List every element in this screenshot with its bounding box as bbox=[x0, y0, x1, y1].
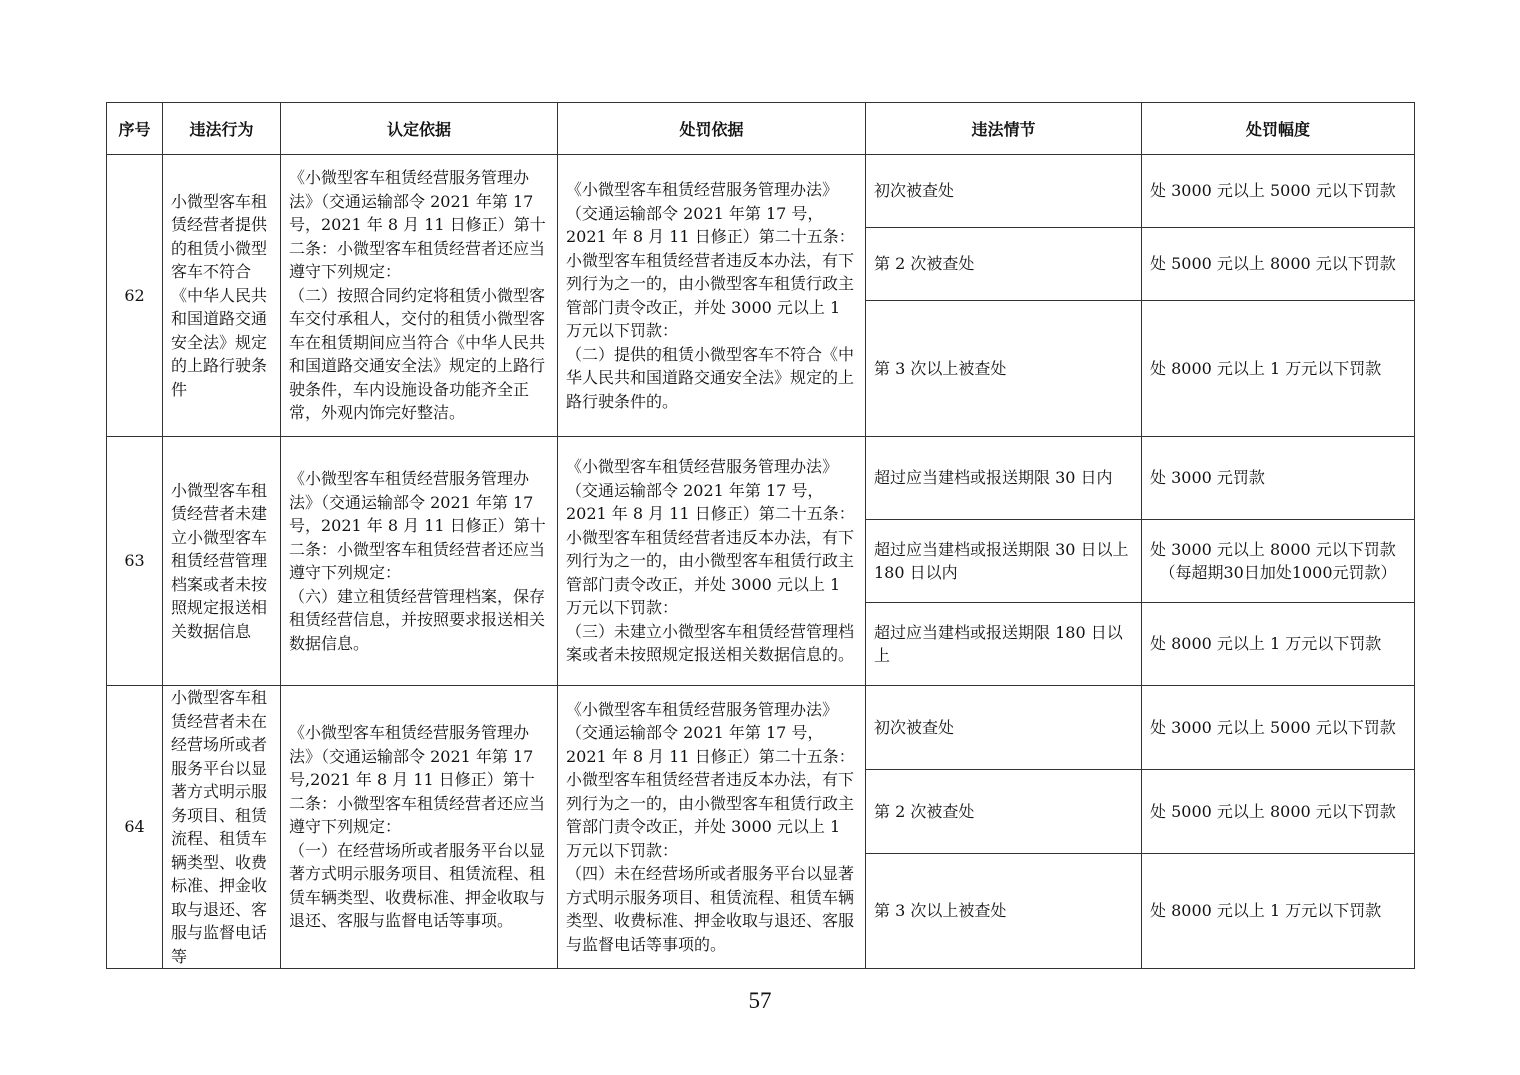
row-basis: 《小微型客车租赁经营服务管理办法》（交通运输部令 2021 年第 17 号,2021 年 8 月 11 日修正）第十二条：小微型客车租赁经营者还应当遵守下列规定： （一）在经营场所或者服务平台以显著方式明示服务项目、租赁流程、租赁车辆类型、收费标准、押金收取与退还、客服与监督电话等事项。 bbox=[281, 686, 558, 969]
row-circumstance: 初次被查处 bbox=[866, 686, 1142, 770]
table-row bbox=[107, 155, 1415, 228]
page-number: 57 bbox=[748, 988, 772, 1013]
header-behavior: 违法行为 bbox=[163, 103, 281, 155]
row-circumstance: 第 3 次以上被查处 bbox=[866, 301, 1142, 437]
row-seq: 62 bbox=[107, 155, 163, 437]
row-behavior: 小微型客车租赁经营者未在经营场所或者服务平台以显著方式明示服务项目、租赁流程、租赁车辆类型、收费标准、押金收取与退还、客服与监督电话等 bbox=[163, 686, 281, 969]
row-seq: 64 bbox=[107, 686, 163, 969]
row-basis: 《小微型客车租赁经营服务管理办法》（交通运输部令 2021 年第 17 号，2021 年 8 月 11 日修正）第十二条：小微型客车租赁经营者还应当遵守下列规定： （二）按照合同约定将租赁小微型客车交付承租人，交付的租赁小微型客车在租赁期间应当符合《中华人民共和国道路交通安全法》规定的上路行驶条件，车内设施设备功能齐全正常，外观内饰完好整洁。 bbox=[281, 155, 558, 437]
row-circumstance: 超过应当建档或报送期限 30 日内 bbox=[866, 437, 1142, 520]
row-range: 处 8000 元以上 1 万元以下罚款 bbox=[1142, 603, 1415, 686]
row-range: 处 8000 元以上 1 万元以下罚款 bbox=[1142, 301, 1415, 437]
row-circumstance: 第 2 次被查处 bbox=[866, 769, 1142, 853]
row-range: 处 3000 元以上 8000 元以下罚款 bbox=[1150, 539, 1396, 559]
table-row bbox=[107, 686, 1415, 770]
row-circumstance: 超过应当建档或报送期限 180 日以上 bbox=[866, 603, 1142, 686]
header-range: 处罚幅度 bbox=[1142, 103, 1415, 155]
header-circumstance: 违法情节 bbox=[866, 103, 1142, 155]
header-row bbox=[107, 103, 1415, 155]
header-seq: 序号 bbox=[107, 103, 163, 155]
header-penalty-basis: 处罚依据 bbox=[558, 103, 866, 155]
row-range: 处 5000 元以上 8000 元以下罚款 bbox=[1142, 228, 1415, 301]
row-range: 处 8000 元以上 1 万元以下罚款 bbox=[1142, 853, 1415, 968]
row-penalty-basis: 《小微型客车租赁经营服务管理办法》（交通运输部令 2021 年第 17 号，2021 年 8 月 11 日修正）第二十五条：小微型客车租赁经营者违反本办法，有下列行为之一的，由小微型客车租赁行政主管部门责令改正，并处 3000 元以上 1 万元以下罚款： （三）未建立小微型客车租赁经营管理档案或者未按照规定报送相关数据信息的。 bbox=[558, 437, 866, 686]
header-basis: 认定依据 bbox=[281, 103, 558, 155]
row-range-cell bbox=[1142, 520, 1415, 603]
table-row bbox=[107, 437, 1415, 520]
row-range: 处 3000 元以上 5000 元以下罚款 bbox=[1142, 686, 1415, 770]
row-circumstance: 初次被查处 bbox=[866, 155, 1142, 228]
row-circumstance: 第 2 次被查处 bbox=[866, 228, 1142, 301]
row-circumstance: 超过应当建档或报送期限 30 日以上 180 日以内 bbox=[866, 520, 1142, 603]
row-behavior: 小微型客车租赁经营者未建立小微型客车租赁经营管理档案或者未按照规定报送相关数据信息 bbox=[163, 437, 281, 686]
row-penalty-basis: 《小微型客车租赁经营服务管理办法》（交通运输部令 2021 年第 17 号，2021 年 8 月 11 日修正）第二十五条：小微型客车租赁经营者违反本办法，有下列行为之一的，由小微型客车租赁行政主管部门责令改正，并处 3000 元以上 1 万元以下罚款： （二）提供的租赁小微型客车不符合《中华人民共和国道路交通安全法》规定的上路行驶条件的。 bbox=[558, 155, 866, 437]
row-basis: 《小微型客车租赁经营服务管理办法》（交通运输部令 2021 年第 17 号，2021 年 8 月 11 日修正）第十二条：小微型客车租赁经营者还应当遵守下列规定： （六）建立租赁经营管理档案，保存租赁经营信息，并按照要求报送相关数据信息。 bbox=[281, 437, 558, 686]
penalty-table bbox=[106, 102, 1415, 969]
row-penalty-basis: 《小微型客车租赁经营服务管理办法》（交通运输部令 2021 年第 17 号，2021 年 8 月 11 日修正）第二十五条：小微型客车租赁经营者违反本办法，有下列行为之一的，由小微型客车租赁行政主管部门责令改正，并处 3000 元以上 1 万元以下罚款： （四）未在经营场所或者服务平台以显著方式明示服务项目、租赁流程、租赁车辆类型、收费标准、押金收取与退还、客服与监督电话等事项的。 bbox=[558, 686, 866, 969]
row-range: 处 5000 元以上 8000 元以下罚款 bbox=[1142, 769, 1415, 853]
row-range-note: （每超期30日加处1000元罚款） bbox=[1159, 563, 1397, 582]
row-circumstance: 第 3 次以上被查处 bbox=[866, 853, 1142, 968]
row-behavior: 小微型客车租赁经营者提供的租赁小微型客车不符合《中华人民共和国道路交通安全法》规定的上路行驶条件 bbox=[163, 155, 281, 437]
row-range: 处 3000 元罚款 bbox=[1142, 437, 1415, 520]
row-range: 处 3000 元以上 5000 元以下罚款 bbox=[1142, 155, 1415, 228]
row-seq: 63 bbox=[107, 437, 163, 686]
